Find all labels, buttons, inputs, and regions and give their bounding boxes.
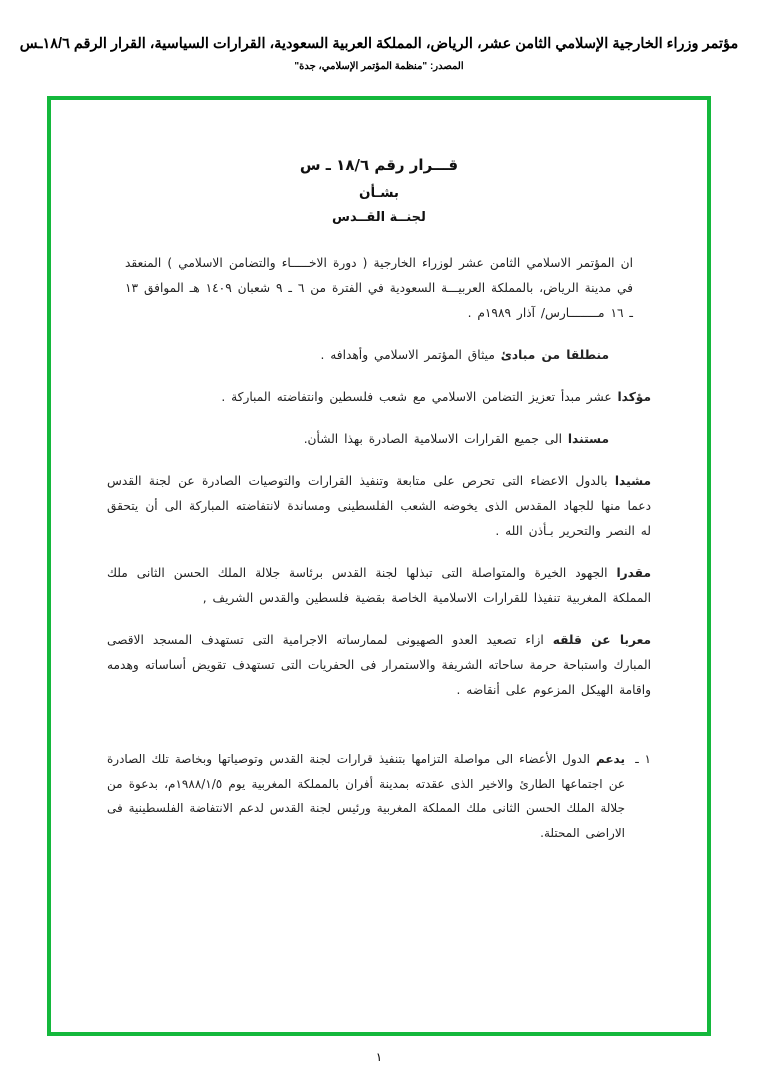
paragraph-2 [107, 427, 609, 452]
paragraph-5-text: ازاء تصعيد العدو الصهيونى لممارساته الاجرامية التى تستهدف المسجد الاقصى المبارك واستباحة حرمة ساحاته الشريفة والاستمرار فى الحفريات التى تستهدف تقويض أساساته وهدمه واقامة الهيكل المزعوم على أنقاضه . [107, 633, 651, 698]
resolution-about-label: بشـأن [358, 185, 399, 201]
source-line: المصدر: "منظمة المؤتمر الإسلامي، جدة" [294, 61, 464, 73]
numbered-item-1 [107, 747, 651, 845]
paragraph-0-text: ميثاق المؤتمر الاسلامي وأهدافه . [320, 348, 495, 363]
resolution-number: قـــرار رقم ١٨/٦ ـ س [299, 156, 459, 174]
numbered-item-1-marker: ١ ـ [635, 752, 651, 767]
paragraph-3-lead: مشيدا [614, 474, 652, 489]
paragraph-2-lead: مستندا [567, 432, 609, 447]
scanned-document-body [65, 114, 693, 1018]
paragraph-1 [107, 385, 651, 410]
document-header [0, 34, 758, 72]
paragraph-3 [107, 469, 651, 544]
numbered-item-1-text: الدول الأعضاء الى مواصلة التزامها بتنفيذ قرارات لجنة القدس وتوصياتها وبخاصة تلك الصادرة عن اجتماعها الطارئ والاخير الذى عقدته بمدينة أفران بالمملكة المغربية يوم ١٩٨٨/١/٥م، بدعوة من جلالة الملك الحسن الثانى ملك المملكة المغربية ورئيس لجنة القدس لدعم الانتفاضة الفلسطينية فى الاراضى المحتلة. [107, 752, 626, 840]
paragraph-0 [107, 343, 609, 368]
paragraph-4 [107, 561, 651, 611]
numbered-item-1-lead: يدعم [595, 752, 625, 767]
paragraph-5-lead: معربا عن قلقه [552, 633, 652, 648]
paragraph-4-text: الجهود الخيرة والمتواصلة التى تبذلها لجنة القدس برئاسة جلالة الملك الحسن الثانى ملك المملكة المغربية تنفيذا للقرارات الاسلامية الخاصة بقضية فلسطين والقدس الشريف , [107, 566, 651, 606]
scanned-document-frame [47, 96, 711, 1036]
paragraph-0-lead: منطلقا من مبادئ [500, 348, 609, 363]
paragraph-5 [107, 628, 651, 703]
resolution-subject: لجنــة القــدس [332, 210, 426, 225]
page-number: ١ [375, 1050, 383, 1064]
paragraph-1-text: عشر مبدأ تعزيز التضامن الاسلامي مع شعب فلسطين وانتفاضته المباركة . [221, 390, 612, 405]
paragraph-1-lead: مؤكدا [617, 390, 651, 405]
preamble-paragraph: ان المؤتمر الاسلامي الثامن عشر لوزراء الخارجية ( دورة الاخـــــاء والتضامن الاسلامي ) المنعقد في مدينة الرياض، بالمملكة العربيـــة السعودية في الفترة من ٦ ـ ٩ شعبان ١٤٠٩ هـ الموافق ١٣ ـ ١٦ مــــــــارس/ آذار ١٩٨٩م . [125, 256, 634, 321]
page-title: مؤتمر وزراء الخارجية الإسلامي الثامن عشر، الرياض، المملكة العربية السعودية، القرارات السياسية، القرار الرقم ١٨/٦ـس [19, 36, 739, 52]
paragraph-2-text: الى جميع القرارات الاسلامية الصادرة بهذا الشأن. [303, 432, 562, 447]
paragraph-3-text: بالدول الاعضاء التى تحرص على متابعة وتنفيذ القرارات والتوصيات الصادرة عن لجنة القدس دعما منها للجهاد المقدس الذى يخوضه الشعب الفلسطينى ومساندة لانتفاضته المباركة الى أن يتحقق له النصر والتحرير بـأذن الله . [107, 474, 651, 539]
paragraph-4-lead: مقدرا [616, 566, 652, 581]
